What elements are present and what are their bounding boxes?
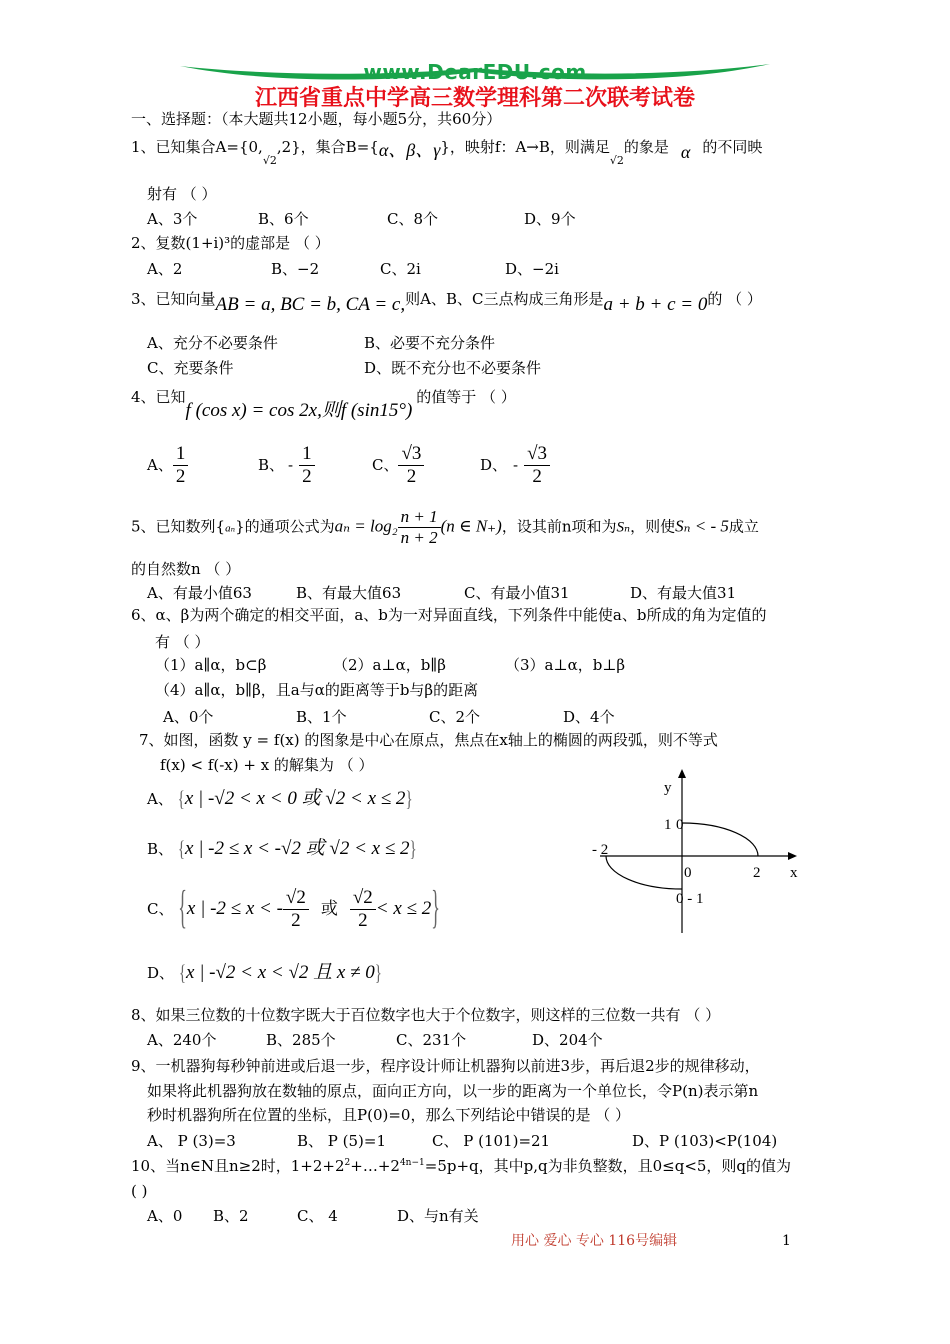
q8-option-a[interactable]: A、240个 — [147, 1031, 217, 1049]
q6-line1: 6、α、β为两个确定的相交平面，a、b为一对异面直线，下列条件中能使a、b所成的角为定值的 — [131, 606, 767, 624]
q5-option-b[interactable]: B、有最大值63 — [296, 584, 402, 602]
graph-y-pos-zero: 0 — [676, 817, 684, 833]
q5-option-c[interactable]: C、有最小值31 — [464, 584, 570, 602]
q7-line1: 7、如图，函数 y = f(x) 的图象是中心在原点，焦点在x轴上的椭圆的两段弧，则不等式 — [139, 731, 718, 749]
q6-option-a[interactable]: A、0个 — [163, 708, 214, 726]
q2-stem: 2、复数(1+i)³的虚部是 （ ） — [131, 234, 330, 252]
q9-option-a[interactable]: A、 P (3)=3 — [147, 1132, 236, 1150]
q9-line1: 9、一机器狗每秒钟前进或后退一步，程序设计师让机器狗以前进3步，再后退2步的规律移动， — [131, 1057, 760, 1075]
lower-left-arc — [606, 856, 682, 889]
section-heading: 一、选择题：（本大题共12小题，每小题5分，共60分） — [131, 110, 502, 128]
q6-condition-1: （1）a∥α，b⊂β — [155, 656, 267, 674]
q3-option-c[interactable]: C、充要条件 — [147, 359, 234, 377]
q10-option-d[interactable]: D、与n有关 — [397, 1207, 479, 1225]
x-axis-arrow-icon — [788, 852, 797, 860]
page-title: 江西省重点中学高三数学理科第二次联考试卷 — [254, 85, 695, 111]
q1-option-d[interactable]: D、9个 — [524, 210, 576, 228]
q10-option-b[interactable]: B、2 — [213, 1207, 249, 1225]
q9-option-d[interactable]: D、P (103)<P(104) — [632, 1132, 778, 1150]
page-number: 1 — [782, 1233, 791, 1249]
q2-option-a[interactable]: A、2 — [147, 260, 183, 278]
q8-stem: 8、如果三位数的十位数字既大于百位数字也大于个位数字，则这样的三位数一共有 （ ） — [131, 1006, 721, 1024]
q8-option-c[interactable]: C、231个 — [396, 1031, 467, 1049]
q1-line2: 射有 （ ） — [147, 185, 217, 203]
q6-option-b[interactable]: B、1个 — [296, 708, 347, 726]
q6-option-c[interactable]: C、2个 — [429, 708, 481, 726]
q5-line2: 的自然数n （ ） — [131, 560, 241, 578]
q2-option-b[interactable]: B、−2 — [271, 260, 320, 278]
q10-option-c[interactable]: C、 4 — [297, 1207, 338, 1225]
q1-option-a[interactable]: A、3个 — [147, 210, 198, 228]
q1-option-c[interactable]: C、8个 — [387, 210, 439, 228]
q4-option-a[interactable]: A、 $\frac{1}{2}$ — [147, 444, 188, 488]
q9-option-b[interactable]: B、 P (5)=1 — [297, 1132, 387, 1150]
q10-line1: 10、当n∈N且n≥2时，$1+2+2^2+\dots+2^{4n-1}=5p+q$，其中p,q为非负整数，且0≤q<5，则q的值为 — [131, 1157, 792, 1175]
q6-condition-2: （2）a⊥α，b∥β — [333, 656, 446, 674]
q5-stem: 5、已知数列{aₙ}的通项公式为aₙ = log₂ $\frac{n + 1}{n + 2}$ (n ∈ N₊)，设其前n项和为Sₙ，则使Sₙ < - 5成立 — [131, 507, 759, 547]
site-url[interactable]: www.DearEDU.com — [363, 60, 587, 84]
q3-stem: 3、已知向量AB = a, BC = b, CA = c,则A、B、C三点构成三角形是a + b + c = 0的 （ ） — [131, 290, 762, 315]
q5-option-d[interactable]: D、有最大值31 — [630, 584, 737, 602]
q10-line2: ( ) — [131, 1182, 148, 1200]
q7-line2: f(x) < f(-x) + x 的解集为 （ ） — [160, 756, 374, 774]
footer-credit: 用心 爱心 专心 116号编辑 — [511, 1233, 678, 1249]
q3-option-a[interactable]: A、充分不必要条件 — [147, 334, 278, 352]
q1-option-b[interactable]: B、6个 — [258, 210, 309, 228]
q10-option-a[interactable]: A、0 — [147, 1207, 183, 1225]
q9-line2: 如果将此机器狗放在数轴的原点，面向正方向，以一步的距离为一个单位长，令P(n)表示第n — [147, 1082, 759, 1100]
q7-option-b[interactable]: B、 {x | -2 ≤ x < -√2 或 √2 < x ≤ 2} — [147, 838, 417, 862]
graph-x-neg-label: - 2 — [592, 842, 609, 858]
q3-option-d[interactable]: D、既不充分也不必要条件 — [364, 359, 542, 377]
q4-option-b[interactable]: B、 - $\frac{1}{2}$ — [258, 444, 315, 488]
q9-option-c[interactable]: C、 P (101)=21 — [432, 1132, 551, 1150]
q7-option-c[interactable]: C、 {x | -2 ≤ x < - $\frac{√2}{2}$ 或 $\frac{√2}{2}$ < x ≤ 2} — [147, 880, 440, 933]
q1-line1: 1、已知集合$A=\{0,_{√2},2\}$，集合B={α、β、γ}，映射f：A→B，则满足$_{√2}$的象是 α 的不同映 — [131, 138, 763, 167]
q6-condition-3: （3）a⊥α，b⊥β — [505, 656, 626, 674]
y-axis-arrow-icon — [678, 769, 686, 778]
graph-origin-label: 0 — [684, 865, 692, 881]
q7-option-a[interactable]: A、 {x | -√2 < x < 0 或 √2 < x ≤ 2} — [147, 788, 413, 812]
q8-option-d[interactable]: D、204个 — [532, 1031, 603, 1049]
q2-option-d[interactable]: D、−2i — [505, 260, 559, 278]
q9-line3: 秒时机器狗所在位置的坐标，且P(0)=0，那么下列结论中错误的是 （ ） — [147, 1106, 630, 1124]
q2-option-c[interactable]: C、2i — [380, 260, 421, 278]
graph-x-pos-label: 2 — [753, 865, 761, 881]
site-banner — [0, 58, 950, 88]
graph-y-label: y — [664, 780, 672, 796]
q6-line2: 有 （ ） — [155, 633, 210, 651]
q7-ellipse-graph — [590, 765, 810, 940]
q4-stem: 4、已知f (cos x) = cos 2x,则f (sin15°)的值等于 （ ） — [131, 388, 516, 421]
graph-x-label: x — [790, 865, 798, 881]
q4-option-d[interactable]: D、 - $\frac{√3}{2}$ — [480, 444, 550, 488]
q8-option-b[interactable]: B、285个 — [266, 1031, 336, 1049]
graph-y-pos-label: 1 — [664, 817, 672, 833]
q6-condition-4: （4）a∥α，b∥β，且a与α的距离等于b与β的距离 — [155, 681, 479, 699]
q4-option-c[interactable]: C、 $\frac{√3}{2}$ — [372, 444, 424, 488]
upper-right-arc — [682, 823, 758, 856]
q3-option-b[interactable]: B、必要不充分条件 — [364, 334, 496, 352]
q7-option-d[interactable]: D、 {x | -√2 < x < √2 且 x ≠ 0} — [147, 962, 382, 986]
q5-option-a[interactable]: A、有最小值63 — [147, 584, 252, 602]
graph-y-neg-label: 0 - 1 — [676, 891, 704, 907]
q6-option-d[interactable]: D、4个 — [563, 708, 615, 726]
